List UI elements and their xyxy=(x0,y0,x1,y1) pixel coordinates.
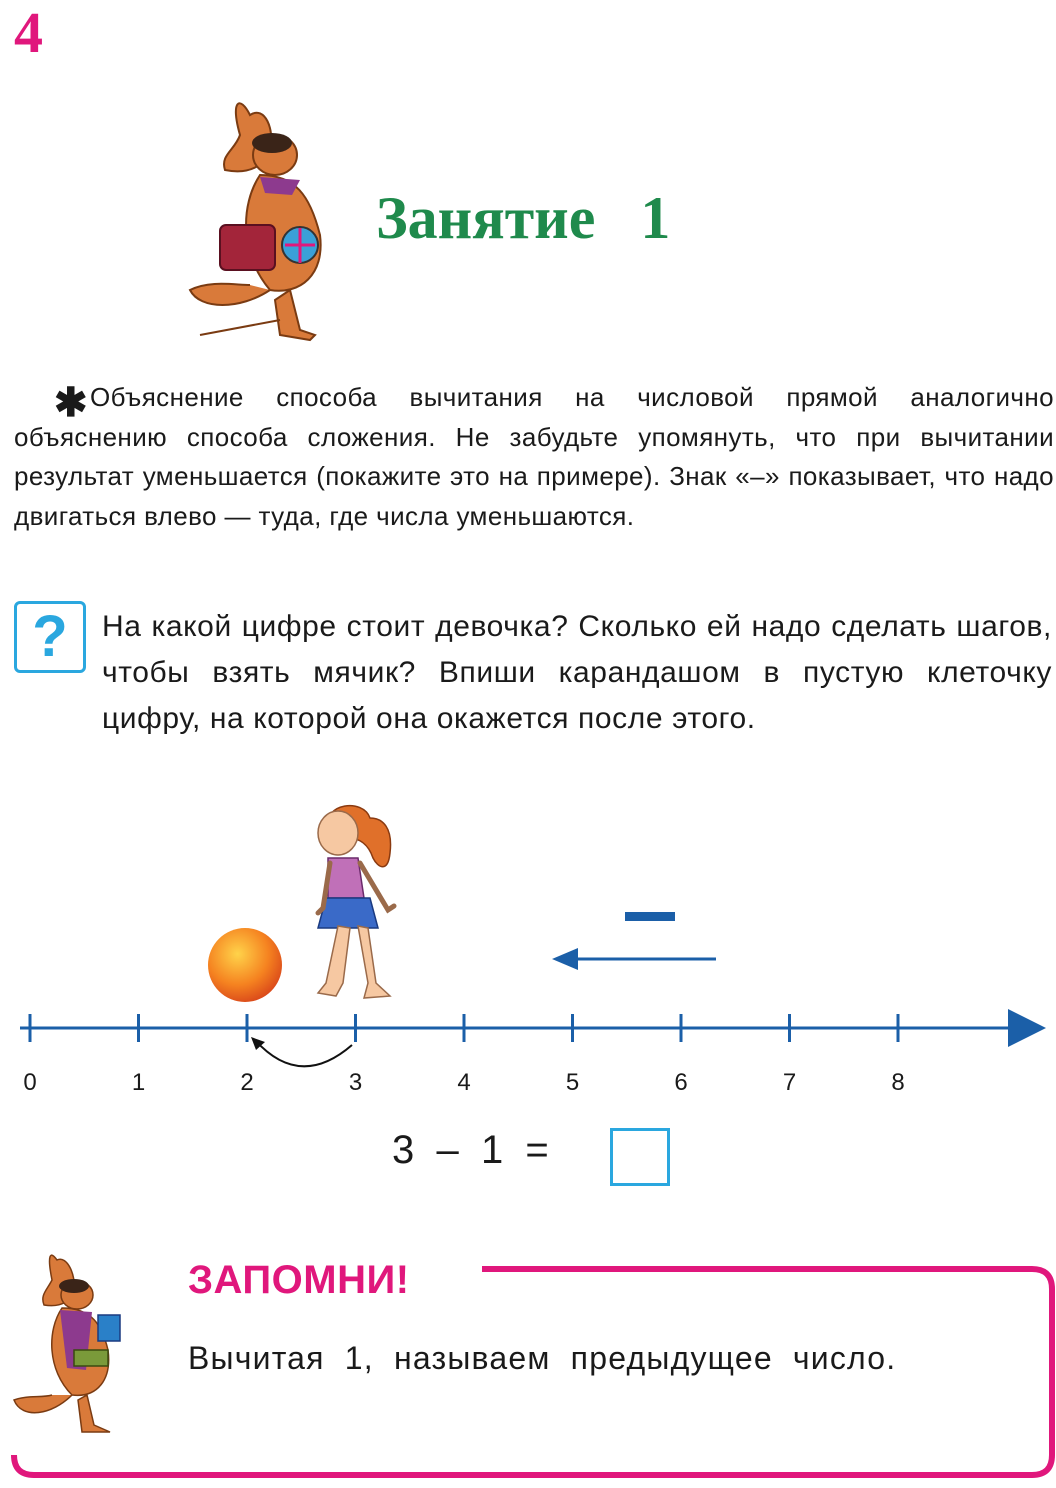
remember-title: ЗАПОМНИ! xyxy=(188,1258,410,1302)
tick-label: 6 xyxy=(674,1069,688,1096)
tick-label: 5 xyxy=(565,1069,580,1096)
tick-label: 2 xyxy=(240,1069,254,1096)
page-number: 4 xyxy=(14,0,43,65)
question-mark-icon: ? xyxy=(14,601,86,673)
tick-label: 8 xyxy=(891,1069,905,1096)
tick-label: 3 xyxy=(348,1069,363,1096)
equation: 3 – 1 = xyxy=(392,1128,549,1172)
teacher-note-text: Объяснение способа вычитания на числовой прямой аналогично объяснению способа сложения. Не забудьте упомянуть, что при вычитании результат уменьшается (покажите это на примере). Знак «–» показывает, что надо двигаться влево — туда, где числа уменьшаются. xyxy=(14,382,1054,531)
asterisk-icon: ✱ xyxy=(54,381,88,425)
lesson-title: Занятие 1 xyxy=(376,185,671,251)
tick-label: 0 xyxy=(23,1069,37,1096)
tick-label: 4 xyxy=(457,1069,471,1096)
kangaroo-reading-illustration xyxy=(12,1250,137,1440)
tick-label: 7 xyxy=(782,1069,797,1096)
tick-label: 1 xyxy=(131,1069,146,1096)
remember-text: Вычитая 1, называем предыдущее число. xyxy=(188,1340,897,1376)
question-text: На какой цифре стоит девочка? Сколько ей надо сделать шагов, чтобы взять мячик? Впиши карандашом в пустую клеточку цифру, на которой она окажется после этого. xyxy=(102,610,1052,735)
